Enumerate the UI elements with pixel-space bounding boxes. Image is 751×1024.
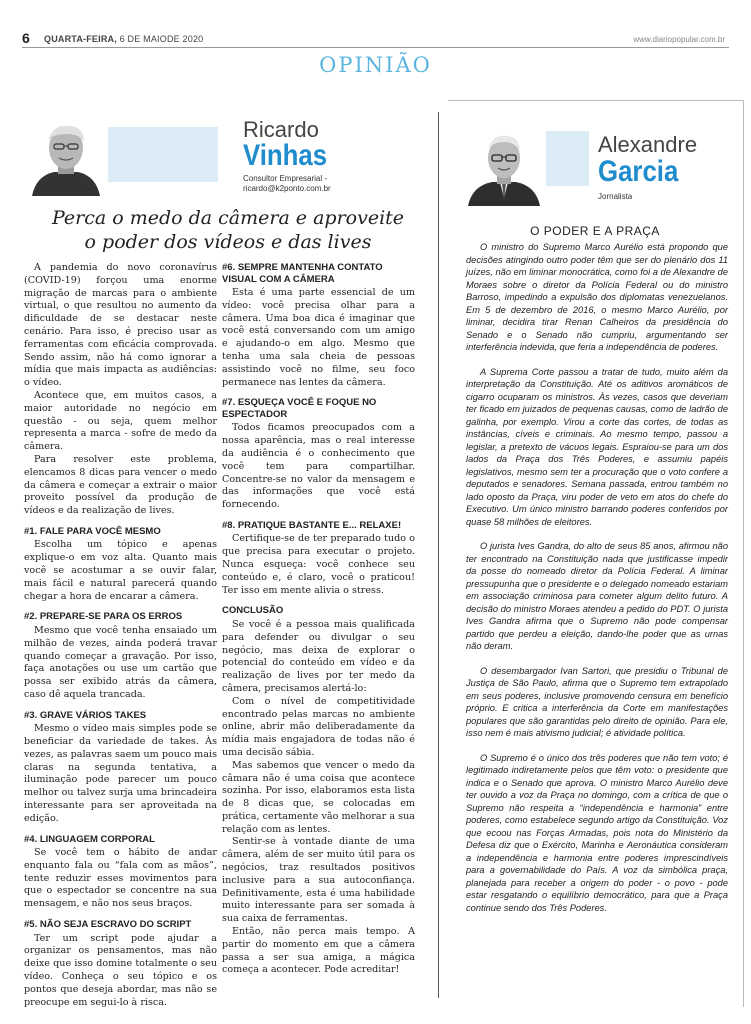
paragraph: O ministro do Supremo Marco Aurélio está propondo que decisões atingindo outro poder têm que ser do plenário dos 11 juízes, não em liminar monocrática, como foi a de Alexandre de Moraes sobre o diretor da Polícia Federal ou do ministro Barroso, impedindo a expulsão dos diplomatas venezuelanos. Em 5 de dezembro de 2016, o mesmo Marco Aurélio, por liminar, decidira tirar Renan Calheiros da presidência do Senado e o Senado não cumpriu, argumentando ser interferência indevida, que feria a independência de poderes.	[466, 242, 728, 352]
author-role: Jornalista	[598, 192, 633, 201]
subheading: #7. ESQUEÇA VOCÊ E FOQUE NO ESPECTADOR	[222, 397, 377, 420]
date: 6 DE MAIODE 2020	[119, 34, 204, 44]
subheading: #1. FALE PARA VOCÊ MESMO	[24, 525, 161, 537]
author-photo-alexandre	[462, 128, 546, 206]
paragraph: Acontece que, em muitos casos, a maior autoridade no negócio em questão - ou seja, quem melhor representa a marca - sofre de medo da câmera.	[24, 389, 217, 453]
subheading: #5. NÃO SEJA ESCRAVO DO SCRIPT	[24, 919, 192, 931]
paragraph: Escolha um tópico e apenas explique-o em voz alta. Quanto mais você se acostumar a se ouvir falar, mais fácil e natural parecerá quando chegar a hora de encarar a câmera.	[24, 539, 217, 602]
paragraph: Todos ficamos preocupados com a nossa aparência, mas o real interesse da audiência é o conhecimento que você tem para compartilhar. Concentre-se no valor da mensagem e das informações que você está fornecendo.	[222, 422, 415, 511]
paragraph: Mesmo o vídeo mais simples pode se beneficiar da variedade de takes. Às vezes, as palavras saem um pouco mais claras na segunda tentativa, a iluminação pode parecer um pouco melhor ou talvez surja uma brincadeira interessante para ser aproveitada na edição.	[24, 723, 217, 824]
paragraph: Se você é a pessoa mais qualificada para defender ou divulgar o seu negócio, mas deixa de explorar o potencial do conteúdo em vídeo e da realização de lives por ter medo da câmera, precisamos alertá-lo:	[222, 618, 415, 694]
paragraph: Sentir-se à vontade diante de uma câmera, além de ser muito útil para os negócios, traz resultados positivos inclusive para a sua autoconfiança. Definitivamente, esta é uma habilidade muito interessante para ser somada à sua caixa de ferramentas.	[222, 836, 415, 925]
header-rule	[22, 47, 729, 48]
author-role: Consultor Empresarial -	[243, 174, 328, 183]
subheading: CONCLUSÃO	[222, 605, 284, 617]
weekday: QUARTA-FEIRA,	[44, 34, 117, 44]
author-first-name: Ricardo	[243, 117, 319, 142]
subheading: #4. LINGUAGEM CORPORAL	[24, 833, 155, 845]
opinion-text	[466, 241, 728, 926]
paragraph: Com o nível de competitividade encontrado pelas marcas no ambiente online, abrir mão deliberadamente da mídia mais engajadora de todas não é uma decisão sábia.	[222, 695, 415, 758]
section-title: OPINIÃO	[319, 53, 432, 77]
paragraph: O Supremo é o único dos três poderes que não tem voto; é legitimado indiretamente pelos que têm voto: o presidente que indica e o Senado que aprova. O ministro Marco Aurélio deve ter ouvido a voz da Praça no domingo, com a crítica de que o Supremo não respeita a “independência e harmonia” entre poderes, como estabelece segundo artigo da Constituição. Voz que ecoou nas Forças Armadas, pois nota do Ministério da Defesa diz que o Exército, Marinha e Aeronáutica consideram a independência e harmonia entre poderes imprescindíveis para a governabilidade do País. A voz da simbólica praça, planejada para receber a origem do poder - o povo - pode estar resgatando o equilíbrio democrático, para que a Praça continue sendo dos Três Poderes.	[466, 752, 728, 913]
edition-date	[44, 34, 203, 44]
paragraph: Mesmo que você tenha ensaiado um milhão de vezes, ainda poderá travar quando começar a gravação. Por isso, faça anotações ou use um cartão que possa ser exibido atrás da câmera, caso dê aquela trancada.	[24, 624, 217, 700]
paragraph: Então, não perca mais tempo. A partir do momento em que a câmera passa a ser sua amiga, a mágica começa a acontecer. Pode acreditar!	[222, 926, 415, 976]
article-column-2	[222, 262, 415, 977]
author-photo-ricardo	[24, 116, 108, 196]
subheading: #6. SEMPRE MANTENHA CONTATO VISUAL COM A CÂMERA	[222, 262, 383, 285]
site-url[interactable]: www.diariopopular.com.br	[633, 35, 725, 44]
author-band	[105, 127, 218, 182]
author-email[interactable]: ricardo@k2ponto.com.br	[243, 184, 331, 193]
subheading: #8. PRATIQUE BASTANTE E... RELAXE!	[222, 519, 402, 531]
author-band	[545, 131, 589, 186]
paragraph: A pandemia do novo coronavírus (COVID-19) forçou uma enorme migração de marcas para o ambiente virtual, o que resultou no aumento da dificuldade de se destacar neste cenário. Para isso, é preciso usar as ferramentas com eficácia comprovada. Sendo assim, não há como ignorar a mídia que mais impacta as audiências: o vídeo.	[24, 262, 217, 389]
headline-line-2: o poder dos vídeos e das lives	[84, 231, 372, 253]
author-first-name: Alexandre	[598, 132, 698, 157]
article-headline	[38, 206, 418, 254]
paragraph: Certifique-se de ter preparado tudo o que precisa para executar o projeto. Nunca esqueça: você conhece seu conteúdo e, é claro, você o praticou! Ter isso em mente alivia o stress.	[222, 533, 415, 596]
column-divider	[438, 112, 439, 998]
subheading: #2. PREPARE-SE PARA OS ERROS	[24, 611, 183, 623]
paragraph: Se você tem o hábito de andar enquanto fala ou “fala com as mãos”, tente reduzir esses movimentos para que o espectador se concentre na sua mensagem, e não nos seus braços.	[24, 847, 217, 910]
paragraph: A Suprema Corte passou a tratar de tudo, muito além da interpretação da Constituição. Até os aditivos aromáticos de cigarro ocuparam os ministros. Às vezes, casos que deveriam ter ficado em juizados de pequenas causas, como de ladrão de galinha, por exemplo. Virou a corte das cortes, de todas as instâncias, cíveis e criminais. Ao mesmo tempo, passou a legislar, a pretexto de vácuos legais. Espraiou-se para um dos lados da Praça dos Três Poderes, e assumiu papéis legislativos, mesmo sem ter a procuração que o voto confere a deputados e senadores. Semana passada, entrou também no lado oposto da Praça, viru poder de veto em atos do chefe do Executivo. Um único ministro barrando poderes conferidos por quase 58 milhões de eleitores.	[466, 366, 728, 527]
paragraph: O desembargador Ivan Sartori, que presidiu o Tribunal de Justiça de São Paulo, afirma que o Supremo tem extrapolado em seus poderes, inclusive promovendo censura em benefício próprio. E critica a interferência da Corte em manifestações populares que são garantidas pelo direito de opinião. Para ele, isso nem é mais ativismo judicial; é atividade política.	[466, 665, 728, 738]
paragraph: Ter um script pode ajudar a organizar os pensamentos, mas não deixe que isso domine totalmente o seu vídeo. Conheça o seu tópico e os pontos que deseja abordar, mas não se preocupe em segui-lo à risca.	[24, 932, 217, 1008]
paragraph: Mas sabemos que vencer o medo da câmara não é uma coisa que acontece sozinha. Por isso, elaboramos esta lista de 8 dicas que, se colocadas em prática, certamente vão melhorar a sua relação com as lentes.	[222, 759, 415, 835]
paragraph: Para resolver este problema, elencamos 8 dicas para vencer o medo da câmera e começar a extrair o maior proveito possível da produção de vídeos e da realização de lives.	[24, 453, 217, 517]
page-number: 6	[22, 30, 30, 46]
article-column-1	[24, 262, 217, 1009]
headline-line-1: Perca o medo da câmera e aproveite	[51, 207, 405, 229]
column-title: O PODER E A PRAÇA	[530, 224, 660, 238]
paragraph: O jurista Ives Gandra, do alto de seus 85 anos, afirmou não ter encontrado na Constituição nada que justificasse impedir da posse do nomeado diretor da Polícia Federal. A liminar pressupunha que o presidente e o delegado nomeado estariam em associação criminosa para cometer algum delito futuro. A decisão do ministro Moraes atendeu a pedido do PDT. O jurista Ives Gandra afirma que o Supremo não pode compensar partido que perdeu a eleição, dando-lhe poder que as urnas não deram.	[466, 541, 728, 651]
author-last-name: Vinhas	[243, 139, 328, 172]
author-last-name: Garcia	[598, 155, 679, 188]
subheading: #3. GRAVE VÁRIOS TAKES	[24, 709, 147, 721]
paragraph: Esta é uma parte essencial de um vídeo: você precisa olhar para a câmera. Uma boa dica é imaginar que você está conversando com um amigo e ajudando-o em algo. Mesmo que tenha uma sala cheia de pessoas assistindo você no filme, seu foco permanece nas lentes da câmera.	[222, 287, 415, 388]
